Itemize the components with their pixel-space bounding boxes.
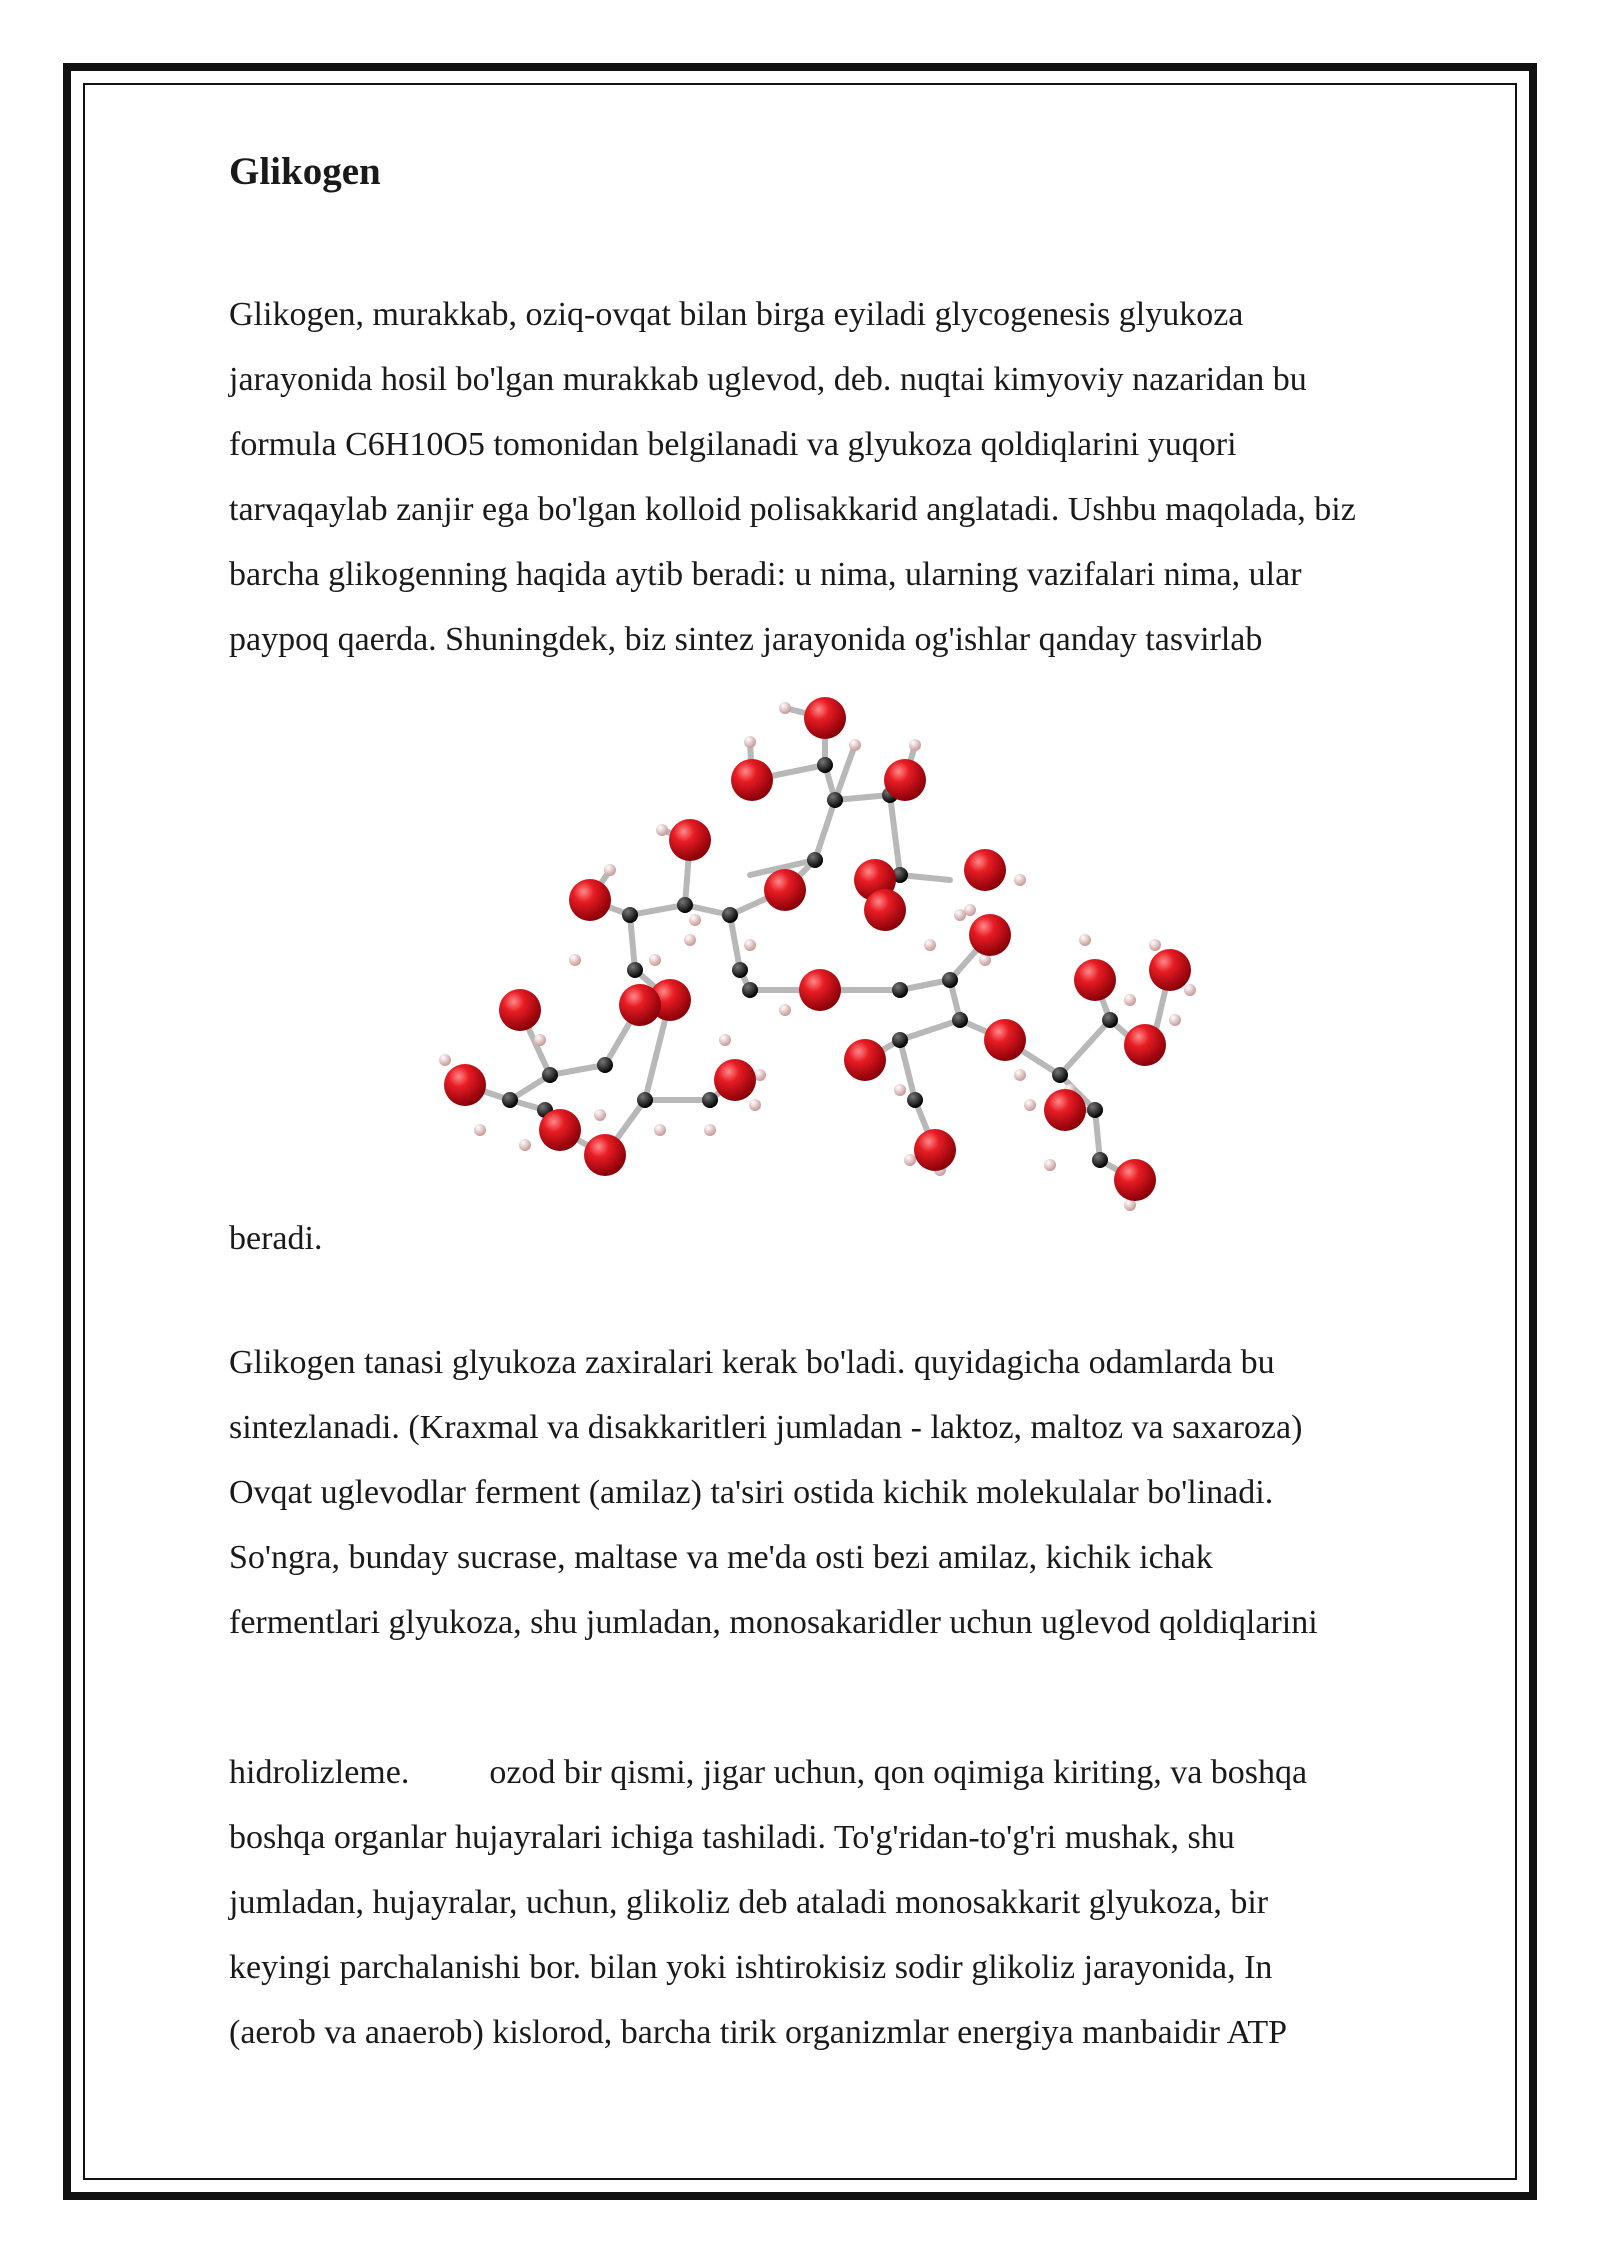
hydrogen-atom [1014, 874, 1026, 886]
hydrogen-atom [654, 1124, 666, 1136]
oxygen-atom [1074, 959, 1116, 1001]
hydrogen-atom [1079, 934, 1091, 946]
carbon-atom [677, 897, 693, 913]
oxygen-atom [969, 914, 1011, 956]
carbon-atom [1102, 1012, 1118, 1028]
paragraph-fragment: ozod bir qismi, jigar uchun, qon oqimiga kiriting, va boshqa [489, 1754, 1308, 1791]
oxygen-atom [914, 1129, 956, 1171]
paragraph-line: keyingi parchalanishi bor. bilan yoki ishtirokisiz sodir glikoliz jarayonida, In [229, 1949, 1273, 1986]
paragraph-1 [229, 282, 1479, 672]
paragraph-line: So'ngra, bunday sucrase, maltase va me'da osti bezi amilaz, kichik ichak [229, 1539, 1213, 1576]
carbon-atom [627, 962, 643, 978]
oxygen-atom [964, 849, 1006, 891]
bond [815, 800, 835, 860]
bond [1060, 1020, 1110, 1075]
paragraph-line: barcha glikogenning haqida aytib beradi: u nima, ularning vazifalari nima, ular [229, 556, 1302, 593]
carbon-atom [942, 972, 958, 988]
paragraph-line: formula C6H10O5 tomonidan belgilanadi va glyukoza qoldiqlarini yuqori [229, 426, 1237, 463]
paragraph-line: paypoq qaerda. Shuningdek, biz sintez jarayonida og'ishlar qanday tasvirlab [229, 621, 1263, 658]
carbon-atom [702, 1092, 718, 1108]
paragraph-line: (aerob va anaerob) kislorod, barcha tirik organizmlar energiya manbaidir ATP [229, 2014, 1288, 2051]
hydrogen-atom [924, 939, 936, 951]
hydrogen-atom [649, 954, 661, 966]
oxygen-atom [539, 1109, 581, 1151]
oxygen-atom [569, 879, 611, 921]
carbon-atom [742, 982, 758, 998]
hydrogen-atom [569, 954, 581, 966]
hydrogen-atom [689, 914, 701, 926]
paragraph-line: jarayonida hosil bo'lgan murakkab uglevod, deb. nuqtai kimyoviy nazaridan bu [229, 361, 1307, 398]
oxygen-atom [714, 1059, 756, 1101]
hydrogen-atom [439, 1054, 451, 1066]
bond [890, 795, 900, 875]
oxygen-atom [731, 759, 773, 801]
hydrogen-atom [779, 1004, 791, 1016]
paragraph-line: jumladan, hujayralar, uchun, glikoliz deb ataladi monosakkarit glyukoza, bir [229, 1884, 1269, 1921]
oxygen-atom [1124, 1024, 1166, 1066]
carbon-atom [502, 1092, 518, 1108]
paragraph-3 [229, 1740, 1479, 2065]
paragraph-line: Ovqat uglevodlar ferment (amilaz) ta'siri ostida kichik molekulalar bo'linadi. [229, 1474, 1274, 1511]
carbon-atom [542, 1067, 558, 1083]
oxygen-atom [669, 819, 711, 861]
hydrogen-atom [656, 824, 668, 836]
carbon-atom [597, 1057, 613, 1073]
carbon-atom [807, 852, 823, 868]
bond [630, 905, 685, 915]
carbon-atom [827, 792, 843, 808]
paragraph-2 [229, 1330, 1479, 1655]
oxygen-atom [619, 984, 661, 1026]
hydrogen-atom [894, 1084, 906, 1096]
oxygen-atom [1044, 1089, 1086, 1131]
paragraph-1-end [229, 1206, 1479, 1271]
carbon-atom [892, 1032, 908, 1048]
hydrogen-atom [1184, 984, 1196, 996]
hydrogen-atom [749, 1099, 761, 1111]
paragraph-line: fermentlari glyukoza, shu jumladan, monosakaridler uchun uglevod qoldiqlarini [229, 1604, 1318, 1641]
carbon-atom [892, 982, 908, 998]
paragraph-line: Glikogen tanasi glyukoza zaxiralari kerak bo'ladi. quyidagicha odamlarda bu [229, 1344, 1275, 1381]
bond [550, 1065, 605, 1075]
glycogen-molecule-image [430, 690, 1220, 1240]
oxygen-atom [804, 697, 846, 739]
paragraph-line: beradi. [229, 1220, 323, 1257]
paragraph-line: sintezlanadi. (Kraxmal va disakkaritleri jumladan - laktoz, maltoz va saxaroza) [229, 1409, 1303, 1446]
hydrogen-atom [779, 702, 791, 714]
hydrogen-atom [1044, 1159, 1056, 1171]
carbon-atom [952, 1012, 968, 1028]
carbon-atom [907, 1092, 923, 1108]
hydrogen-atom [904, 1154, 916, 1166]
carbon-atom [637, 1092, 653, 1108]
bond [900, 1020, 960, 1040]
carbon-atom [722, 907, 738, 923]
carbon-atom [1052, 1067, 1068, 1083]
oxygen-atom [499, 989, 541, 1031]
hydrogen-atom [744, 939, 756, 951]
paragraph-line: tarvaqaylab zanjir ega bo'lgan kolloid polisakkarid anglatadi. Ushbu maqolada, biz [229, 491, 1356, 528]
oxygen-atom [1114, 1159, 1156, 1201]
paragraph-line [229, 1740, 1479, 1805]
oxygen-atom [844, 1039, 886, 1081]
hydrogen-atom [719, 1034, 731, 1046]
hydrogen-atom [744, 736, 756, 748]
paragraph-word: hidrolizleme. [229, 1754, 410, 1791]
hydrogen-atom [1149, 939, 1161, 951]
hydrogen-atom [534, 1034, 546, 1046]
hydrogen-atom [519, 1139, 531, 1151]
molecule-atoms [439, 697, 1196, 1211]
hydrogen-atom [1014, 1069, 1026, 1081]
carbon-atom [1092, 1152, 1108, 1168]
oxygen-atom [799, 969, 841, 1011]
carbon-atom [622, 907, 638, 923]
hydrogen-atom [704, 1124, 716, 1136]
hydrogen-atom [1169, 1014, 1181, 1026]
oxygen-atom [584, 1134, 626, 1176]
hydrogen-atom [594, 1109, 606, 1121]
hydrogen-atom [909, 739, 921, 751]
carbon-atom [732, 962, 748, 978]
paragraph-line: Glikogen, murakkab, oziq-ovqat bilan birga eyiladi glycogenesis glyukoza [229, 296, 1244, 333]
hydrogen-atom [1024, 1099, 1036, 1111]
hydrogen-atom [604, 864, 616, 876]
paragraph-line: boshqa organlar hujayralari ichiga tashiladi. To'g'ridan-to'g'ri mushak, shu [229, 1819, 1235, 1856]
hydrogen-atom [954, 909, 966, 921]
hydrogen-atom [474, 1124, 486, 1136]
oxygen-atom [1149, 949, 1191, 991]
hydrogen-atom [684, 934, 696, 946]
oxygen-atom [864, 889, 906, 931]
bond [835, 795, 890, 800]
oxygen-atom [884, 759, 926, 801]
bond [630, 915, 635, 970]
bond [835, 745, 855, 800]
carbon-atom [1087, 1102, 1103, 1118]
oxygen-atom [764, 869, 806, 911]
document-title: Glikogen [229, 150, 381, 193]
bond [730, 915, 740, 970]
carbon-atom [817, 757, 833, 773]
hydrogen-atom [849, 739, 861, 751]
oxygen-atom [444, 1064, 486, 1106]
hydrogen-atom [1124, 994, 1136, 1006]
oxygen-atom [984, 1019, 1026, 1061]
